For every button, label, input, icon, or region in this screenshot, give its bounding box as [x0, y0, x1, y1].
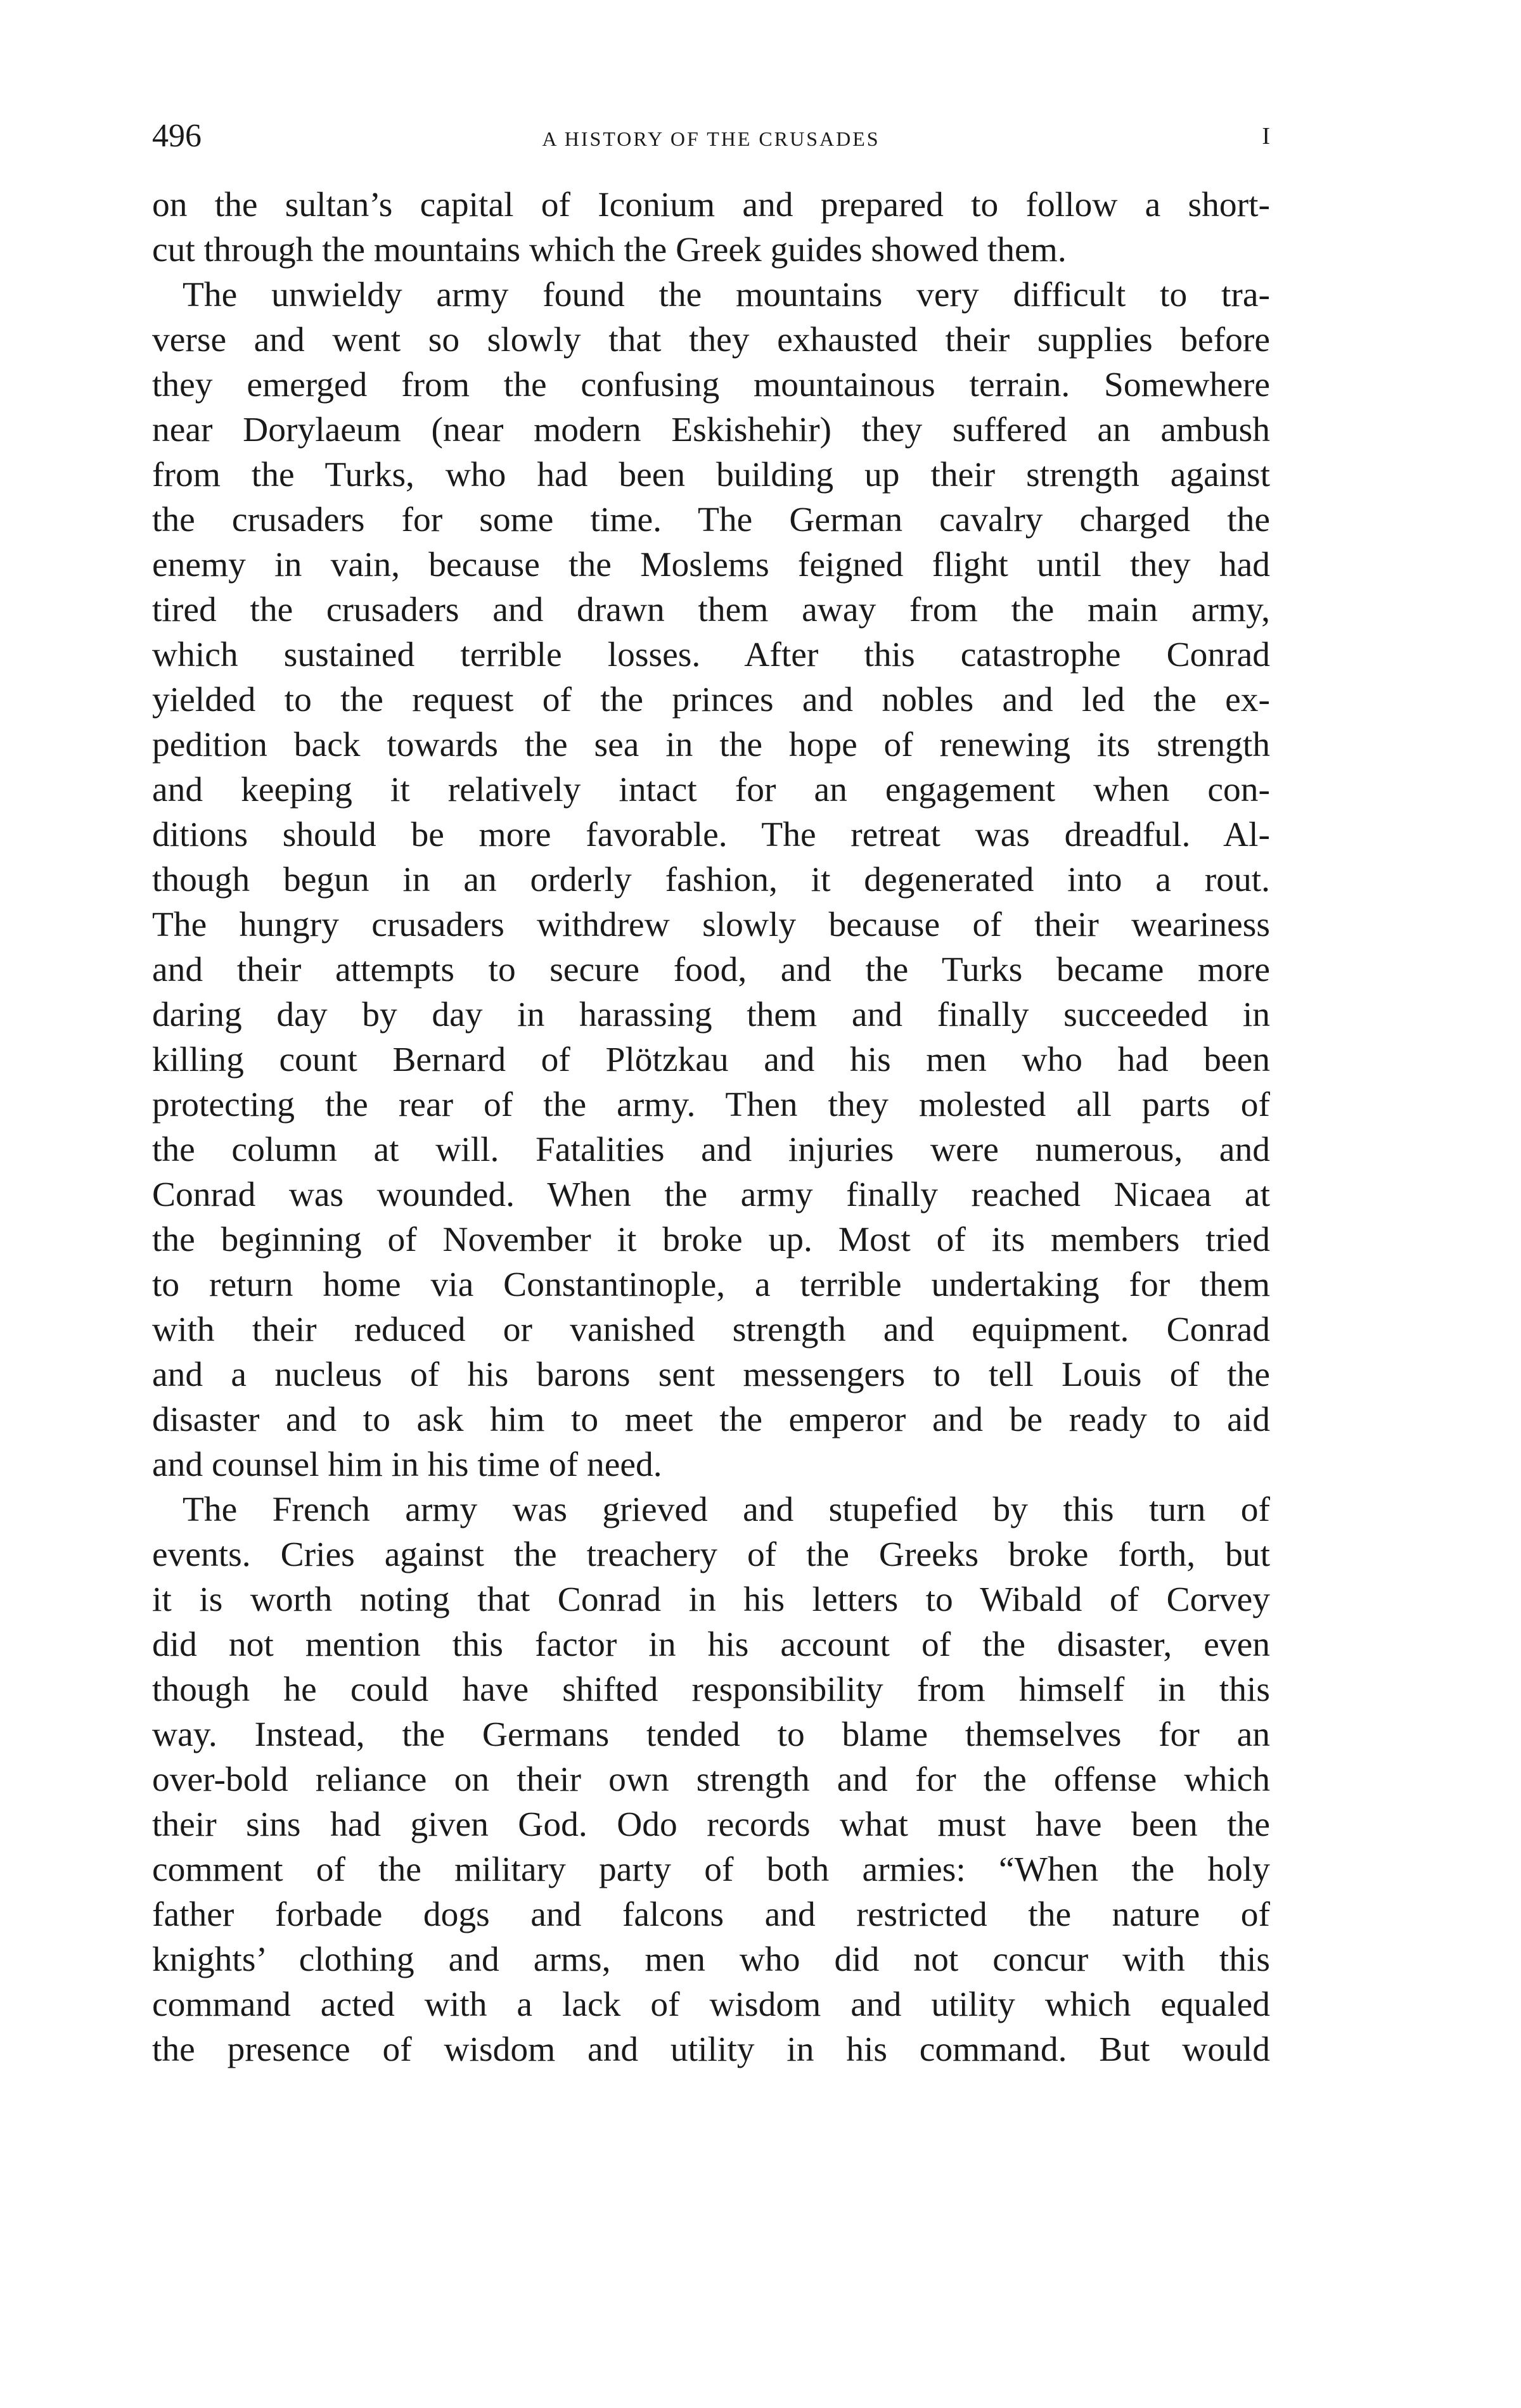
text-line: way. Instead, the Germans tended to blame themselves for an: [152, 1715, 1270, 1754]
text-line: though begun in an orderly fashion, it degenerated into a rout.: [152, 861, 1270, 899]
text-line: they emerged from the confusing mountainous terrain. Somewhere: [152, 366, 1270, 404]
text-line: events. Cries against the treachery of the Greeks broke forth, but: [152, 1535, 1270, 1574]
text-line: from the Turks, who had been building up their strength against: [152, 456, 1270, 494]
text-line: their sins had given God. Odo records what must have been the: [152, 1805, 1270, 1844]
text-line: enemy in vain, because the Moslems feigned flight until they had: [152, 546, 1270, 584]
running-title: A HISTORY OF THE CRUSADES: [542, 127, 880, 150]
text-line: comment of the military party of both armies: “When the holy: [152, 1850, 1270, 1889]
text-line: tired the crusaders and drawn them away from the main army,: [152, 591, 1270, 629]
text-line: The hungry crusaders withdrew slowly because of their weariness: [152, 906, 1270, 944]
text-line: knights’ clothing and arms, men who did not concur with this: [152, 1940, 1270, 1979]
text-line: the presence of wisdom and utility in his command. But would: [152, 2030, 1270, 2069]
running-head: [152, 114, 1270, 158]
text-line: verse and went so slowly that they exhausted their supplies before: [152, 321, 1270, 359]
text-line: cut through the mountains which the Greek guides showed them.: [152, 231, 1067, 269]
text-line: father forbade dogs and falcons and restricted the nature of: [152, 1895, 1270, 1934]
text-line: and their attempts to secure food, and the Turks became more: [152, 951, 1270, 989]
text-line: Conrad was wounded. When the army finally reached Nicaea at: [152, 1175, 1270, 1214]
text-line: and counsel him in his time of need.: [152, 1445, 662, 1484]
text-line: the beginning of November it broke up. Most of its members tried: [152, 1220, 1270, 1259]
text-line: killing count Bernard of Plötzkau and his men who had been: [152, 1041, 1270, 1079]
text-line: on the sultan’s capital of Iconium and prepared to follow a short-: [152, 186, 1270, 224]
text-line: with their reduced or vanished strength and equipment. Conrad: [152, 1310, 1270, 1349]
text-line: near Dorylaeum (near modern Eskishehir) they suffered an ambush: [152, 411, 1270, 449]
text-line: did not mention this factor in his account of the disaster, even: [152, 1625, 1270, 1664]
text-line: the crusaders for some time. The German cavalry charged the: [152, 501, 1270, 539]
text-line: to return home via Constantinople, a terrible undertaking for them: [152, 1265, 1270, 1304]
volume-number: I: [1262, 123, 1270, 150]
text-line: though he could have shifted responsibility from himself in this: [152, 1670, 1270, 1709]
text-line: it is worth noting that Conrad in his letters to Wibald of Corvey: [152, 1580, 1270, 1619]
text-line: over-bold reliance on their own strength and for the offense which: [152, 1760, 1270, 1799]
text-line: and a nucleus of his barons sent messengers to tell Louis of the: [152, 1355, 1270, 1394]
text-line: yielded to the request of the princes and nobles and led the ex-: [152, 681, 1270, 719]
text-line: which sustained terrible losses. After this catastrophe Conrad: [152, 636, 1270, 674]
text-line: disaster and to ask him to meet the emperor and be ready to aid: [152, 1400, 1270, 1439]
text-line: protecting the rear of the army. Then they molested all parts of: [152, 1086, 1270, 1124]
text-line: pedition back towards the sea in the hope of renewing its strength: [152, 726, 1270, 764]
text-line: and keeping it relatively intact for an engagement when con-: [152, 771, 1270, 809]
text-line: The French army was grieved and stupefied by this turn of: [183, 1490, 1270, 1529]
book-page: [152, 114, 1270, 2072]
text-line: The unwieldy army found the mountains very difficult to tra-: [183, 276, 1270, 314]
text-line: daring day by day in harassing them and finally succeeded in: [152, 996, 1270, 1034]
text-line: command acted with a lack of wisdom and utility which equaled: [152, 1985, 1270, 2024]
text-line: ditions should be more favorable. The retreat was dreadful. Al-: [152, 816, 1270, 854]
page-number: 496: [152, 118, 202, 154]
body-text: [152, 183, 1270, 2072]
text-line: the column at will. Fatalities and injuries were numerous, and: [152, 1130, 1270, 1169]
